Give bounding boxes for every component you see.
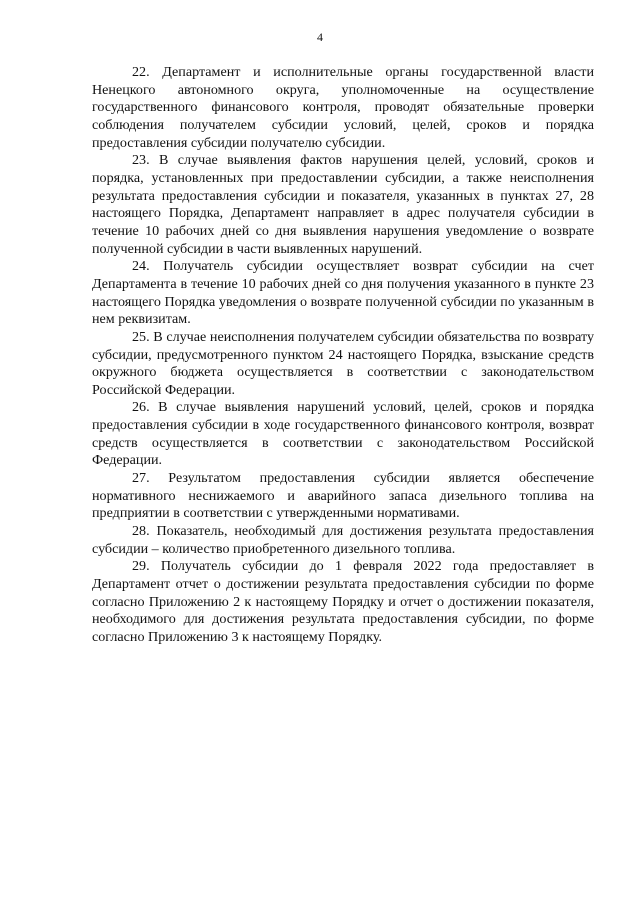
paragraph-25: 25. В случае неисполнения получателем субсидии обязательства по возврату субсидии, предусмотренного пунктом 24 настоящего Порядка, взыскание средств окружного бюджета осуществляется в соответствии с законодательством Российской Федерации. bbox=[92, 328, 594, 398]
document-body bbox=[92, 64, 594, 647]
paragraph-28: 28. Показатель, необходимый для достижения результата предоставления субсидии – количество приобретенного дизельного топлива. bbox=[92, 523, 594, 557]
paragraph-27: 27. Результатом предоставления субсидии является обеспечение нормативного неснижаемого и аварийного запаса дизельного топлива на предприятии в соответствии с утвержденными нормативами. bbox=[92, 470, 594, 522]
paragraph-23: 23. В случае выявления фактов нарушения целей, условий, сроков и порядка, установленных при предоставлении субсидии, а также неисполнения результата предоставления субсидии и показателя, указанных в пунктах 27, 28 настоящего Порядка, Департамент направляет в адрес получателя субсидии в течение 10 рабочих дней со дня выявления нарушения уведомление о возврате полученной субсидии в части выявленных нарушений. bbox=[92, 152, 594, 257]
paragraph-26: 26. В случае выявления нарушений условий, целей, сроков и порядка предоставления субсидии в ходе государственного финансового контроля, возврат средств осуществляется в соответствии с законодательством Российской Федерации. bbox=[92, 399, 594, 469]
paragraph-29: 29. Получатель субсидии до 1 февраля 2022 года предоставляет в Департамент отчет о достижении результата предоставления субсидии по форме согласно Приложению 2 к настоящему Порядку и отчет о достижении показателя, необходимого для достижения результата предоставления субсидии, по форме согласно Приложению 3 к настоящему Порядку. bbox=[92, 558, 594, 645]
page-number: 4 bbox=[317, 30, 323, 44]
paragraph-24: 24. Получатель субсидии осуществляет возврат субсидии на счет Департамента в течение 10 рабочих дней со дня получения указанного в пункте 23 настоящего Порядка уведомления о возврате полученной субсидии по указанным в нем реквизитам. bbox=[92, 258, 594, 328]
paragraph-22: 22. Департамент и исполнительные органы государственной власти Ненецкого автономного округа, уполномоченные на осуществление государственного финансового контроля, проводят обязательные проверки соблюдения получателем субсидии условий, целей, сроков и порядка предоставления субсидии получателю субсидии. bbox=[92, 64, 594, 151]
